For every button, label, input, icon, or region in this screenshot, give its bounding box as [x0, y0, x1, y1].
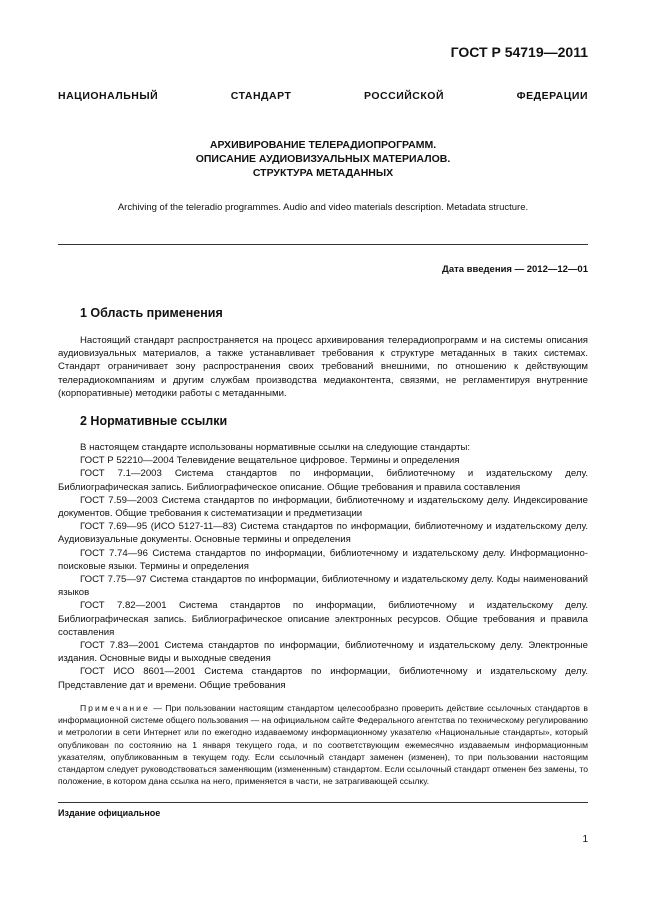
paragraph: В настоящем стандарте использованы нормативные ссылки на следующие стандарты: [80, 442, 471, 453]
edition-label: Издание официальное [58, 808, 161, 818]
note-label: Примечание [80, 703, 150, 713]
reference-item: ГОСТ 7.82—2001 Система стандартов по информации, библиотечному и издательскому делу. Библиографическая запись. Библиографическое описание электронных ресурсов. Общие требования и правила составления [58, 600, 588, 638]
page-number: 1 [582, 834, 588, 845]
note [58, 702, 588, 787]
divider [58, 244, 588, 245]
title-line: СТРУКТУРА МЕТАДАННЫХ [252, 167, 394, 179]
title-line: АРХИВИРОВАНИЕ ТЕЛЕРАДИОПРОГРАММ. [209, 139, 437, 151]
document-code: ГОСТ Р 54719—2011 [450, 44, 588, 60]
document-title [0, 138, 646, 180]
reference-item: ГОСТ 7.74—96 Система стандартов по информации, библиотечному и издательскому делу. Информационно-поисковые языки. Термины и определения [58, 547, 588, 572]
reference-item: ГОСТ 7.83—2001 Система стандартов по информации, библиотечному и издательскому делу. Электронные издания. Основные виды и выходные сведения [58, 640, 588, 665]
english-title: Archiving of the teleradio programmes. Audio and video materials description. Metadata structure. [117, 202, 529, 213]
section-heading-references: 2 Нормативные ссылки [80, 414, 228, 428]
reference-item: ГОСТ Р 52210—2004 Телевидение вещательное цифровое. Термины и определения [80, 455, 460, 467]
section-body-references [58, 441, 588, 692]
reference-item: ГОСТ 7.69—95 (ИСО 5127-11—83) Система стандартов по информации, библиотечному и издательскому делу. Аудиовизуальные документы. Основные термины и определения [58, 521, 588, 546]
section-body-scope [58, 334, 588, 400]
title-line: ОПИСАНИЕ АУДИОВИЗУАЛЬНЫХ МАТЕРИАЛОВ. [195, 153, 451, 165]
reference-item: ГОСТ 7.1—2003 Система стандартов по информации, библиотечному и издательскому делу. Библиографическая запись. Библиографическое описание. Общие требования и правила составления [58, 468, 588, 493]
reference-item: ГОСТ 7.59—2003 Система стандартов по информации, библиотечному и издательскому делу. Индексирование документов. Общие требования к систематизации и предметизации [58, 494, 588, 520]
section-heading-scope: 1 Область применения [80, 306, 223, 320]
reference-item: ГОСТ 7.75—97 Система стандартов по информации, библиотечному и издательскому делу. Коды наименований языков [58, 574, 588, 599]
divider [58, 802, 588, 803]
note-text: — При пользовании настоящим стандартом целесообразно проверить действие ссылочных стандартов в информационной системе общего пользования — на официальном сайте Федерального агентства по техническому регулированию и метрологии в сети Интернет или по ежегодно издаваемому информационному указателю «Национальные стандарты», который опубликован по состоянию на 1 января текущего года, и по соответствующим ежемесячно издаваемым информационным указателям, опубликованным в текущем году. Если ссылочный стандарт заменен (изменен), то при пользовании настоящим стандартом следует руководствоваться заменяющим (измененным) стандартом. Если ссылочный стандарт отменен без замены, то положение, в котором дана ссылка на него, применяется в части, не затрагивающей ссылку. [58, 703, 588, 787]
reference-item: ГОСТ ИСО 8601—2001 Система стандартов по информации, библиотечному и издательскому делу. Представление дат и времени. Общие требования [58, 666, 588, 691]
paragraph: Настоящий стандарт распространяется на процесс архивирования телерадиопрограмм и на системы описания аудиовизуальных материалов, а также устанавливает требования к структуре метаданных в таких системах. Стандарт ограничивает зону распространения своих требований внешними, по отношению к действующим телерадиокомпаниям и другим службам производства медиаконтента, связями, не регламентируя внутренние (корпоративные) методики работы с метаданными. [58, 335, 588, 399]
introduction-date: Дата введения — 2012—12—01 [442, 264, 588, 275]
national-standard-heading: НАЦИОНАЛЬНЫЙ СТАНДАРТ РОССИЙСКОЙ ФЕДЕРАЦИИ [58, 90, 588, 102]
